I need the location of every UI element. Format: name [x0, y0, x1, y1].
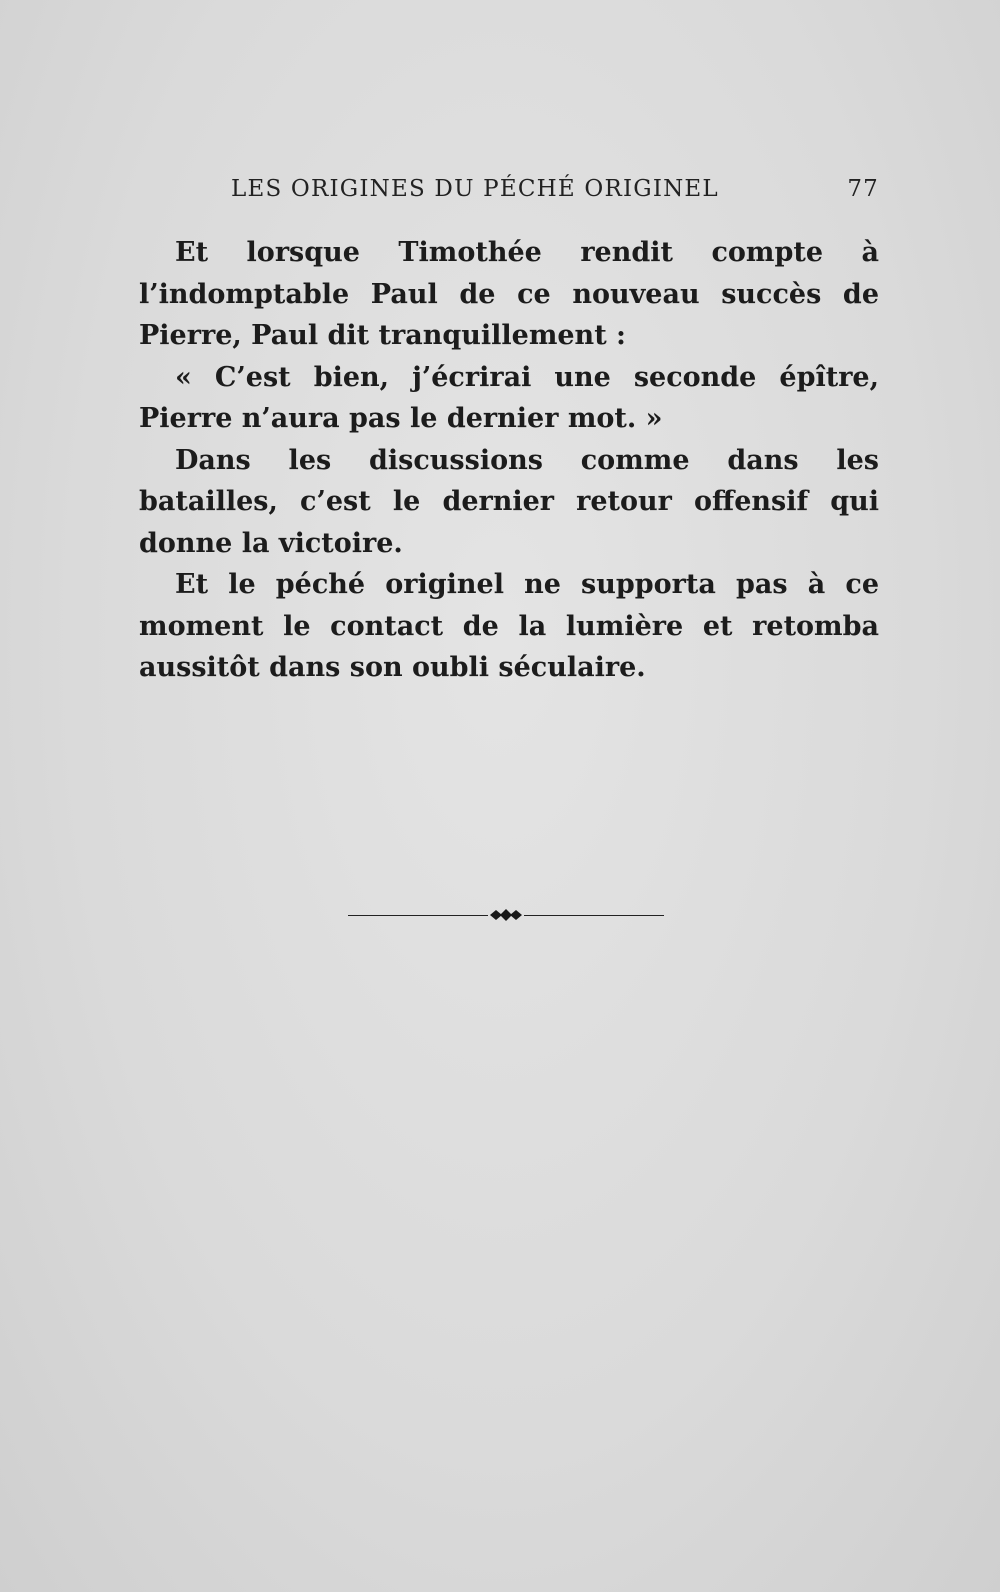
paragraph: Dans les discussions comme dans les batailles, c’est le dernier retour offensif qui donne la victoire.: [139, 444, 879, 559]
fleuron-icon: [488, 907, 524, 923]
running-head: [139, 176, 879, 210]
paragraph: « C’est bien, j’écrirai une seconde épître, Pierre n’aura pas le dernier mot. »: [139, 361, 879, 434]
page-number: 77: [847, 176, 879, 202]
fleuron-rule-icon: [348, 907, 664, 923]
ornament-rule-left: [348, 915, 488, 916]
ornament-rule-right: [524, 915, 664, 916]
paragraph: Et le péché originel ne supporta pas à ce moment le contact de la lumière et retomba aussitôt dans son oubli séculaire.: [139, 569, 879, 683]
running-title: LES ORIGINES DU PÉCHÉ ORIGINEL: [231, 176, 719, 202]
body-text: [139, 232, 879, 689]
paragraph: Et lorsque Timothée rendit compte à l’indomptable Paul de ce nouveau succès de Pierre, Paul dit tranquillement :: [139, 237, 879, 351]
